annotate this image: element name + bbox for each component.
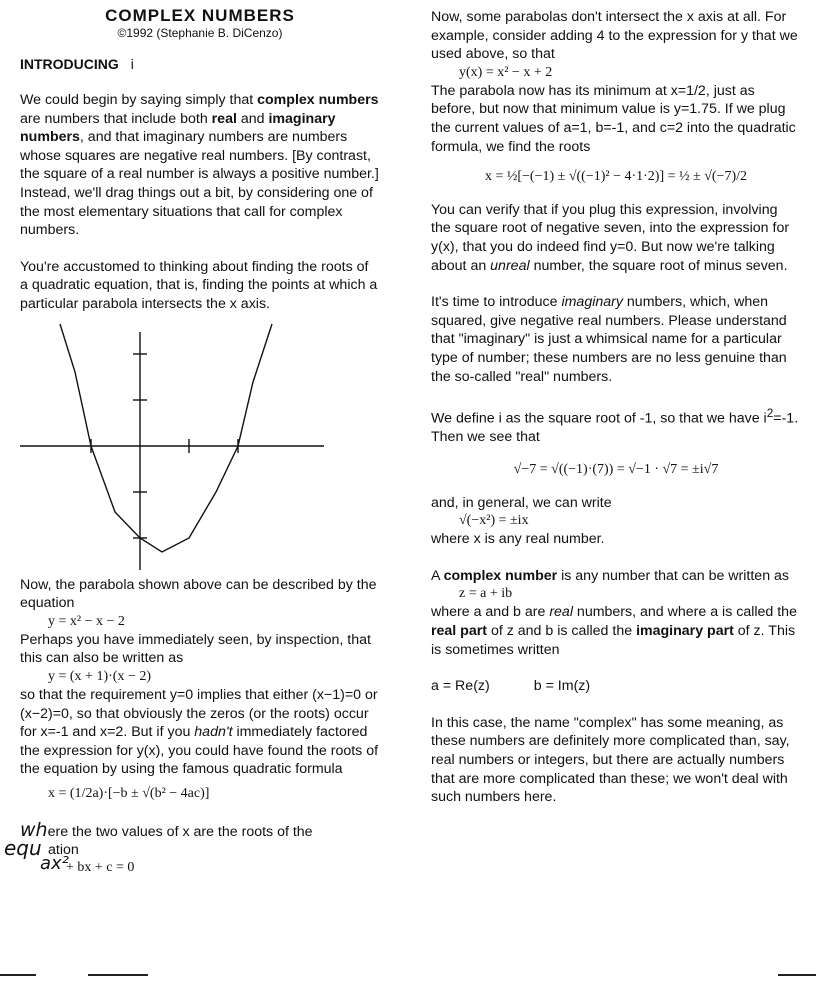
quadratic-paragraph: You're accustomed to thinking about finding the roots of a quadratic equation, that is, finding the points at which a particular parabola intersects the x axis.	[20, 258, 378, 312]
emphasis-real: real	[549, 604, 573, 621]
handwritten-ax: ax²	[40, 853, 69, 875]
text-run: We define i as the square root of -1, so that we have i	[431, 410, 767, 427]
roots-values-paragraph	[20, 818, 380, 842]
parabola-graph	[20, 322, 330, 572]
quadratic-formula: x = (1/2a)·[−b ± √(b² − 4ac)]	[48, 785, 210, 801]
term-real: real	[211, 110, 237, 127]
equation-shifted-parabola: y(x) = x² − x + 2	[459, 64, 553, 80]
equation-general-rest: + bx + c = 0	[66, 860, 135, 876]
equation-sqrt-minus-seven: √−7 = √((−1)·(7)) = √−1 · √7 = ±i√7	[513, 462, 719, 478]
roots-paragraph	[20, 686, 380, 779]
equation-z: z = a + ib	[459, 586, 513, 602]
section-heading-text: INTRODUCING	[20, 56, 119, 72]
text-run: A	[431, 567, 444, 584]
text-run: and	[236, 110, 269, 127]
re-im-line	[431, 677, 801, 696]
footer-rule	[0, 974, 36, 976]
text-run: It's time to introduce	[431, 294, 562, 311]
term-imaginary-numbers: imaginary numbers	[20, 110, 336, 146]
text-run: You can verify that if you plug this expression, involving the square root of negative seven, into the expression for y(x), that you do indeed find y=0. But now we're talking about an	[431, 201, 790, 274]
left-column	[4, 0, 380, 891]
parts-paragraph	[431, 603, 801, 659]
text-ation: ation	[48, 842, 79, 859]
superscript-2: 2	[766, 406, 774, 421]
imaginary-intro-paragraph	[431, 293, 801, 386]
emphasis-unreal: unreal	[490, 257, 530, 274]
equation-general-sqrt: √(−x²) = ±ix	[459, 513, 529, 529]
complex-meaning-paragraph: In this case, the name "complex" has some meaning, as these numbers are definitely more complicated than, say, real numbers or integers, but there are actually numbers that are more complicated than these; we won't deal with such numbers here.	[431, 714, 790, 806]
equation-parabola: y = x² − x − 2	[48, 613, 125, 629]
general-paragraph: and, in general, we can write	[431, 494, 612, 511]
text-run: of z. This is sometimes written	[431, 622, 796, 658]
verify-paragraph	[431, 201, 801, 275]
equation-im: b = Im(z)	[533, 678, 591, 695]
equation-factored: y = (x + 1)·(x − 2)	[48, 668, 151, 684]
footer-rule	[88, 974, 148, 976]
text-run: , and that imaginary numbers are numbers whose squares are negative real numbers. [By contrast, the square of a real number is always a positive number.] Instead, we'll drag things out a bit, by considering one of the most elementary situations that call for complex numbers.	[20, 129, 379, 239]
general-quadratic	[4, 836, 380, 891]
footer-rule	[778, 974, 816, 976]
copyright-line: ©1992 (Stephanie B. DiCenzo)	[117, 26, 283, 40]
text-run: is any number that can be written as	[557, 567, 790, 584]
parabola-description: Now, the parabola shown above can be described by the equation	[20, 576, 377, 612]
page-title: COMPLEX NUMBERS	[105, 6, 295, 25]
term-real-part: real part	[431, 622, 487, 639]
intro-paragraph	[20, 91, 380, 240]
factor-paragraph: Perhaps you have immediately seen, by inspection, that this can also be written as	[20, 631, 371, 667]
equation-complex-roots: x = ½[−(−1) ± √((−1)² − 4·1·2)] = ½ ± √(−7)/2	[484, 169, 748, 185]
term-complex-numbers: complex numbers	[257, 92, 379, 108]
term-complex-number: complex number	[443, 567, 558, 584]
text-run: of z and b is called the	[487, 622, 637, 639]
minimum-paragraph: The parabola now has its minimum at x=1/2, just as before, but now that minimum value is y=1.75. If we plug the current values of a=1, b=-1, and c=2 into the quadratic formula, we find the roots	[431, 82, 796, 155]
text-run: so that the requirement y=0 implies that either (x−1)=0 or (x−2)=0, so that obviously the zeros (or the roots) occur for x=-1 and x=2. But if you	[20, 686, 378, 741]
handwritten-wh: wh	[20, 818, 48, 841]
handwritten-equ: equ	[4, 836, 42, 861]
real-number-paragraph: where x is any real number.	[431, 531, 605, 548]
text-run: immediately factored the expression for y(x), you could have found the roots of the equation by using the famous quadratic formula	[20, 724, 379, 778]
text-run: number, the square root of minus seven.	[529, 257, 788, 274]
equation-re: a = Re(z)	[431, 678, 490, 695]
text-run: where a and b are	[431, 604, 550, 621]
complex-number-definition	[431, 567, 801, 586]
text-run: numbers, which, when squared, give negative real numbers. Please understand that "imaginary" is just a whimsical name for a particular type of number; these numbers are no less genuine than the so-called "real" numbers.	[431, 294, 787, 385]
parabola-curve	[60, 324, 272, 552]
right-column	[431, 0, 801, 807]
text-run: We could begin by saying simply that	[20, 92, 258, 108]
no-intersect-paragraph: Now, some parabolas don't intersect the x axis at all. For example, consider adding 4 to the expression for y that we used above, so that	[431, 9, 798, 63]
term-imaginary-part: imaginary part	[636, 622, 734, 639]
text-run: numbers, and where a is called the	[572, 604, 797, 621]
section-heading	[20, 55, 380, 73]
section-heading-i: i	[130, 56, 134, 72]
define-i-paragraph	[431, 404, 801, 447]
text-run: =-1. Then we see that	[431, 410, 799, 446]
emphasis-imaginary: imaginary	[561, 294, 623, 311]
emphasis-hadnt: hadn't	[194, 724, 233, 741]
text-run: ere the two values of x are the roots of the	[47, 823, 313, 840]
text-run: are numbers that include both	[20, 110, 212, 127]
